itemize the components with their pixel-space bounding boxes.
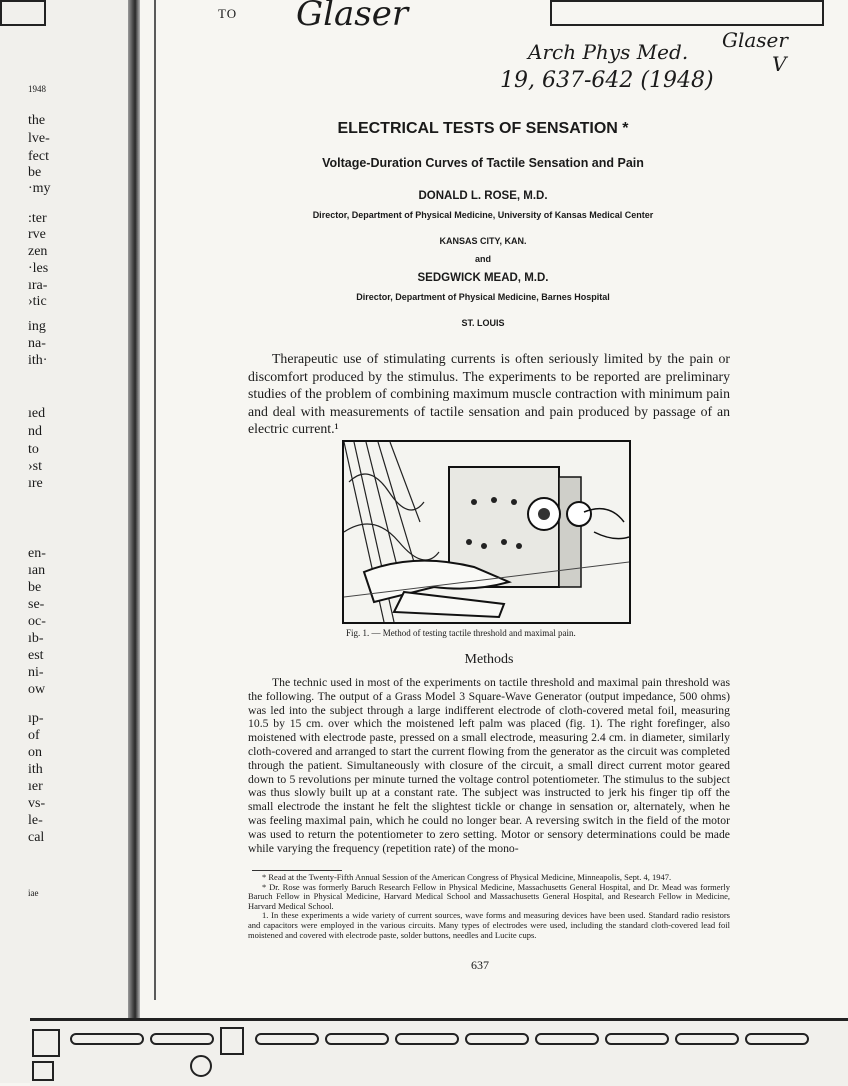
margin-fragment: ıp- <box>28 711 44 726</box>
handwritten-margin-mark: V <box>772 52 787 76</box>
margin-fragment: to <box>28 442 39 457</box>
margin-fragment: ·les <box>28 261 49 276</box>
margin-fragment: ith· <box>28 353 48 368</box>
left-margin-strip <box>0 0 140 1083</box>
strip-bar <box>675 1033 739 1045</box>
strip-bar <box>605 1033 669 1045</box>
author-1: DONALD L. ROSE, M.D. <box>418 190 548 202</box>
strip-bar <box>70 1033 144 1045</box>
margin-fragment: ıre <box>28 476 43 491</box>
location-1: KANSAS CITY, KAN. <box>439 236 527 246</box>
margin-fragment: fect <box>28 149 49 164</box>
margin-fragment: rve <box>28 227 46 242</box>
margin-fragment: be <box>28 165 42 180</box>
to-label: TO <box>218 6 238 21</box>
methods-paragraph: The technic used in most of the experiments on tactile threshold and maximal pain threshold was the following. The output of a Grass Model 3 Square-Wave Generator (output impedance, 500 ohms) was led into the subject through a large indifferent electrode of cloth-covered metal foil, measuring 10.5 by 15 cm. over which the moistened left palm was placed (fig. 1). The right forefinger, also moistened with electrode paste, pressed on a small electrode, measuring 2.4 cm. in diameter, similarly cloth-covered and arranged to start the current flowing from the generator as the circuit was completed through the patient. Simultaneously with closure of the circuit, a small direct current motor geared down to 5 revolutions per minute turned the voltage control potentiometer. The stimulus to the subject was thus slowly built up at a constant rate. The subject was instructed to jerk his finger tip off the small electrode the instant he felt the slightest tickle or change in sensation or, alternately, when he was feeling maximal pain, which he could no longer bear. A reversing switch in the field of the motor was used to return the potentiometer to zero setting. Motor or sensory determinations could be made while varying the frequency (repetition rate) of the mono- <box>248 676 730 855</box>
footnote-3: 1. In these experiments a wide variety of current sources, wave forms and measuring devices have been used. Standard radio resistors and capacitors were employed in the various circuits. Many types of electrodes were used, including the standard cloth-covered lead foil moistened and covered with electrode paste, solder buttons, needles and Lucite cups. <box>248 910 730 940</box>
margin-fragment: on <box>28 745 42 760</box>
margin-fragment: ıb- <box>28 631 44 646</box>
margin-fragment: the <box>28 113 46 128</box>
handwritten-name: Glaser <box>296 0 409 34</box>
strip-bar <box>150 1033 214 1045</box>
margin-fragment: vs- <box>28 796 46 811</box>
margin-fragment: est <box>28 648 44 663</box>
methods-heading: Methods <box>464 652 514 667</box>
margin-fragment: ıed <box>28 406 46 421</box>
figure-caption: Fig. 1. — Method of testing tactile threshold and maximal pain. <box>346 628 576 638</box>
margin-fragment: na- <box>28 336 46 351</box>
footnote-1: * Read at the Twenty-Fifth Annual Session of the American Congress of Physical Medicine, Minneapolis, Sept. 4, 1947. <box>262 872 672 882</box>
handwritten-citation: 19, 637-642 (1948) <box>500 68 714 93</box>
margin-fragment: of <box>28 728 40 743</box>
article-title: ELECTRICAL TESTS OF SENSATION * <box>337 120 629 137</box>
margin-fragment: ·my <box>28 181 51 196</box>
margin-fragment: ıan <box>28 563 46 578</box>
strip-bar <box>745 1033 809 1045</box>
margin-fragment: cal <box>28 830 45 845</box>
bottom-scan-strip <box>30 1018 848 1086</box>
strip-bar <box>465 1033 529 1045</box>
footnote-2: * Dr. Rose was formerly Baruch Research Fellow in Physical Medicine, Massachusetts General Hospital, and Dr. Mead was formerly Baruch Fellow in Physical Medicine, Harvard Medical School and Massachusetts General Hospital, and Research Fellow in Medicine, Harvard Medical School. <box>248 881 730 911</box>
strip-bar <box>255 1033 319 1045</box>
author-conjunction: and <box>474 254 491 264</box>
margin-fragment: ›tic <box>28 294 47 309</box>
margin-fragment: ıra- <box>28 278 48 293</box>
margin-fragment: ing <box>28 319 46 334</box>
margin-fragment: ›st <box>28 459 42 474</box>
margin-fragment: ow <box>28 682 46 697</box>
apparatus-illustration <box>344 442 629 622</box>
margin-year: 1948 <box>28 84 46 94</box>
intro-paragraph: Therapeutic use of stimulating currents is often seriously limited by the pain or discomfort produced by the stimulus. The experiments to be reported are preliminary studies of the problem of combining maximum muscle contraction with minimum pain and deal with measurements of tactile sensation and pain produced by passage of an electric current.¹ <box>248 351 730 436</box>
margin-fragment: le- <box>28 813 43 828</box>
strip-bar <box>395 1033 459 1045</box>
margin-fragment: lve- <box>28 131 50 146</box>
margin-fragment: zen <box>28 244 48 259</box>
margin-fragment: iae <box>28 888 39 898</box>
footnote-rule <box>252 870 342 871</box>
figure-1-photo <box>342 440 631 624</box>
footnotes <box>248 873 730 940</box>
margin-fragment: nd <box>28 424 42 439</box>
margin-fragment: be <box>28 580 42 595</box>
margin-fragment: oc- <box>28 614 46 629</box>
margin-fragment: se- <box>28 597 45 612</box>
affiliation-1: Director, Department of Physical Medicine, University of Kansas Medical Center <box>312 210 654 220</box>
page-number: 637 <box>471 958 489 972</box>
strip-block <box>32 1061 54 1081</box>
header-box-left <box>0 0 46 26</box>
margin-fragment: en- <box>28 546 46 561</box>
strip-bar <box>535 1033 599 1045</box>
gutter-line <box>154 0 156 1000</box>
location-2: ST. LOUIS <box>461 318 505 328</box>
header-box-right <box>550 0 824 26</box>
margin-fragment: ni- <box>28 665 44 680</box>
author-2: SEDGWICK MEAD, M.D. <box>417 272 549 284</box>
strip-block <box>220 1027 244 1055</box>
margin-fragment: ith <box>28 762 43 777</box>
handwritten-margin-name: Glaser <box>722 28 788 52</box>
page-gutter <box>128 0 140 1083</box>
strip-block <box>32 1029 60 1057</box>
strip-block <box>190 1055 212 1077</box>
margin-fragment: ıer <box>28 779 43 794</box>
article-subtitle: Voltage-Duration Curves of Tactile Sensation and Pain <box>322 156 644 170</box>
affiliation-2: Director, Department of Physical Medicine, Barnes Hospital <box>356 292 610 302</box>
strip-bar <box>325 1033 389 1045</box>
handwritten-journal: Arch Phys Med. <box>528 40 689 64</box>
margin-fragment: :ter <box>28 211 47 226</box>
